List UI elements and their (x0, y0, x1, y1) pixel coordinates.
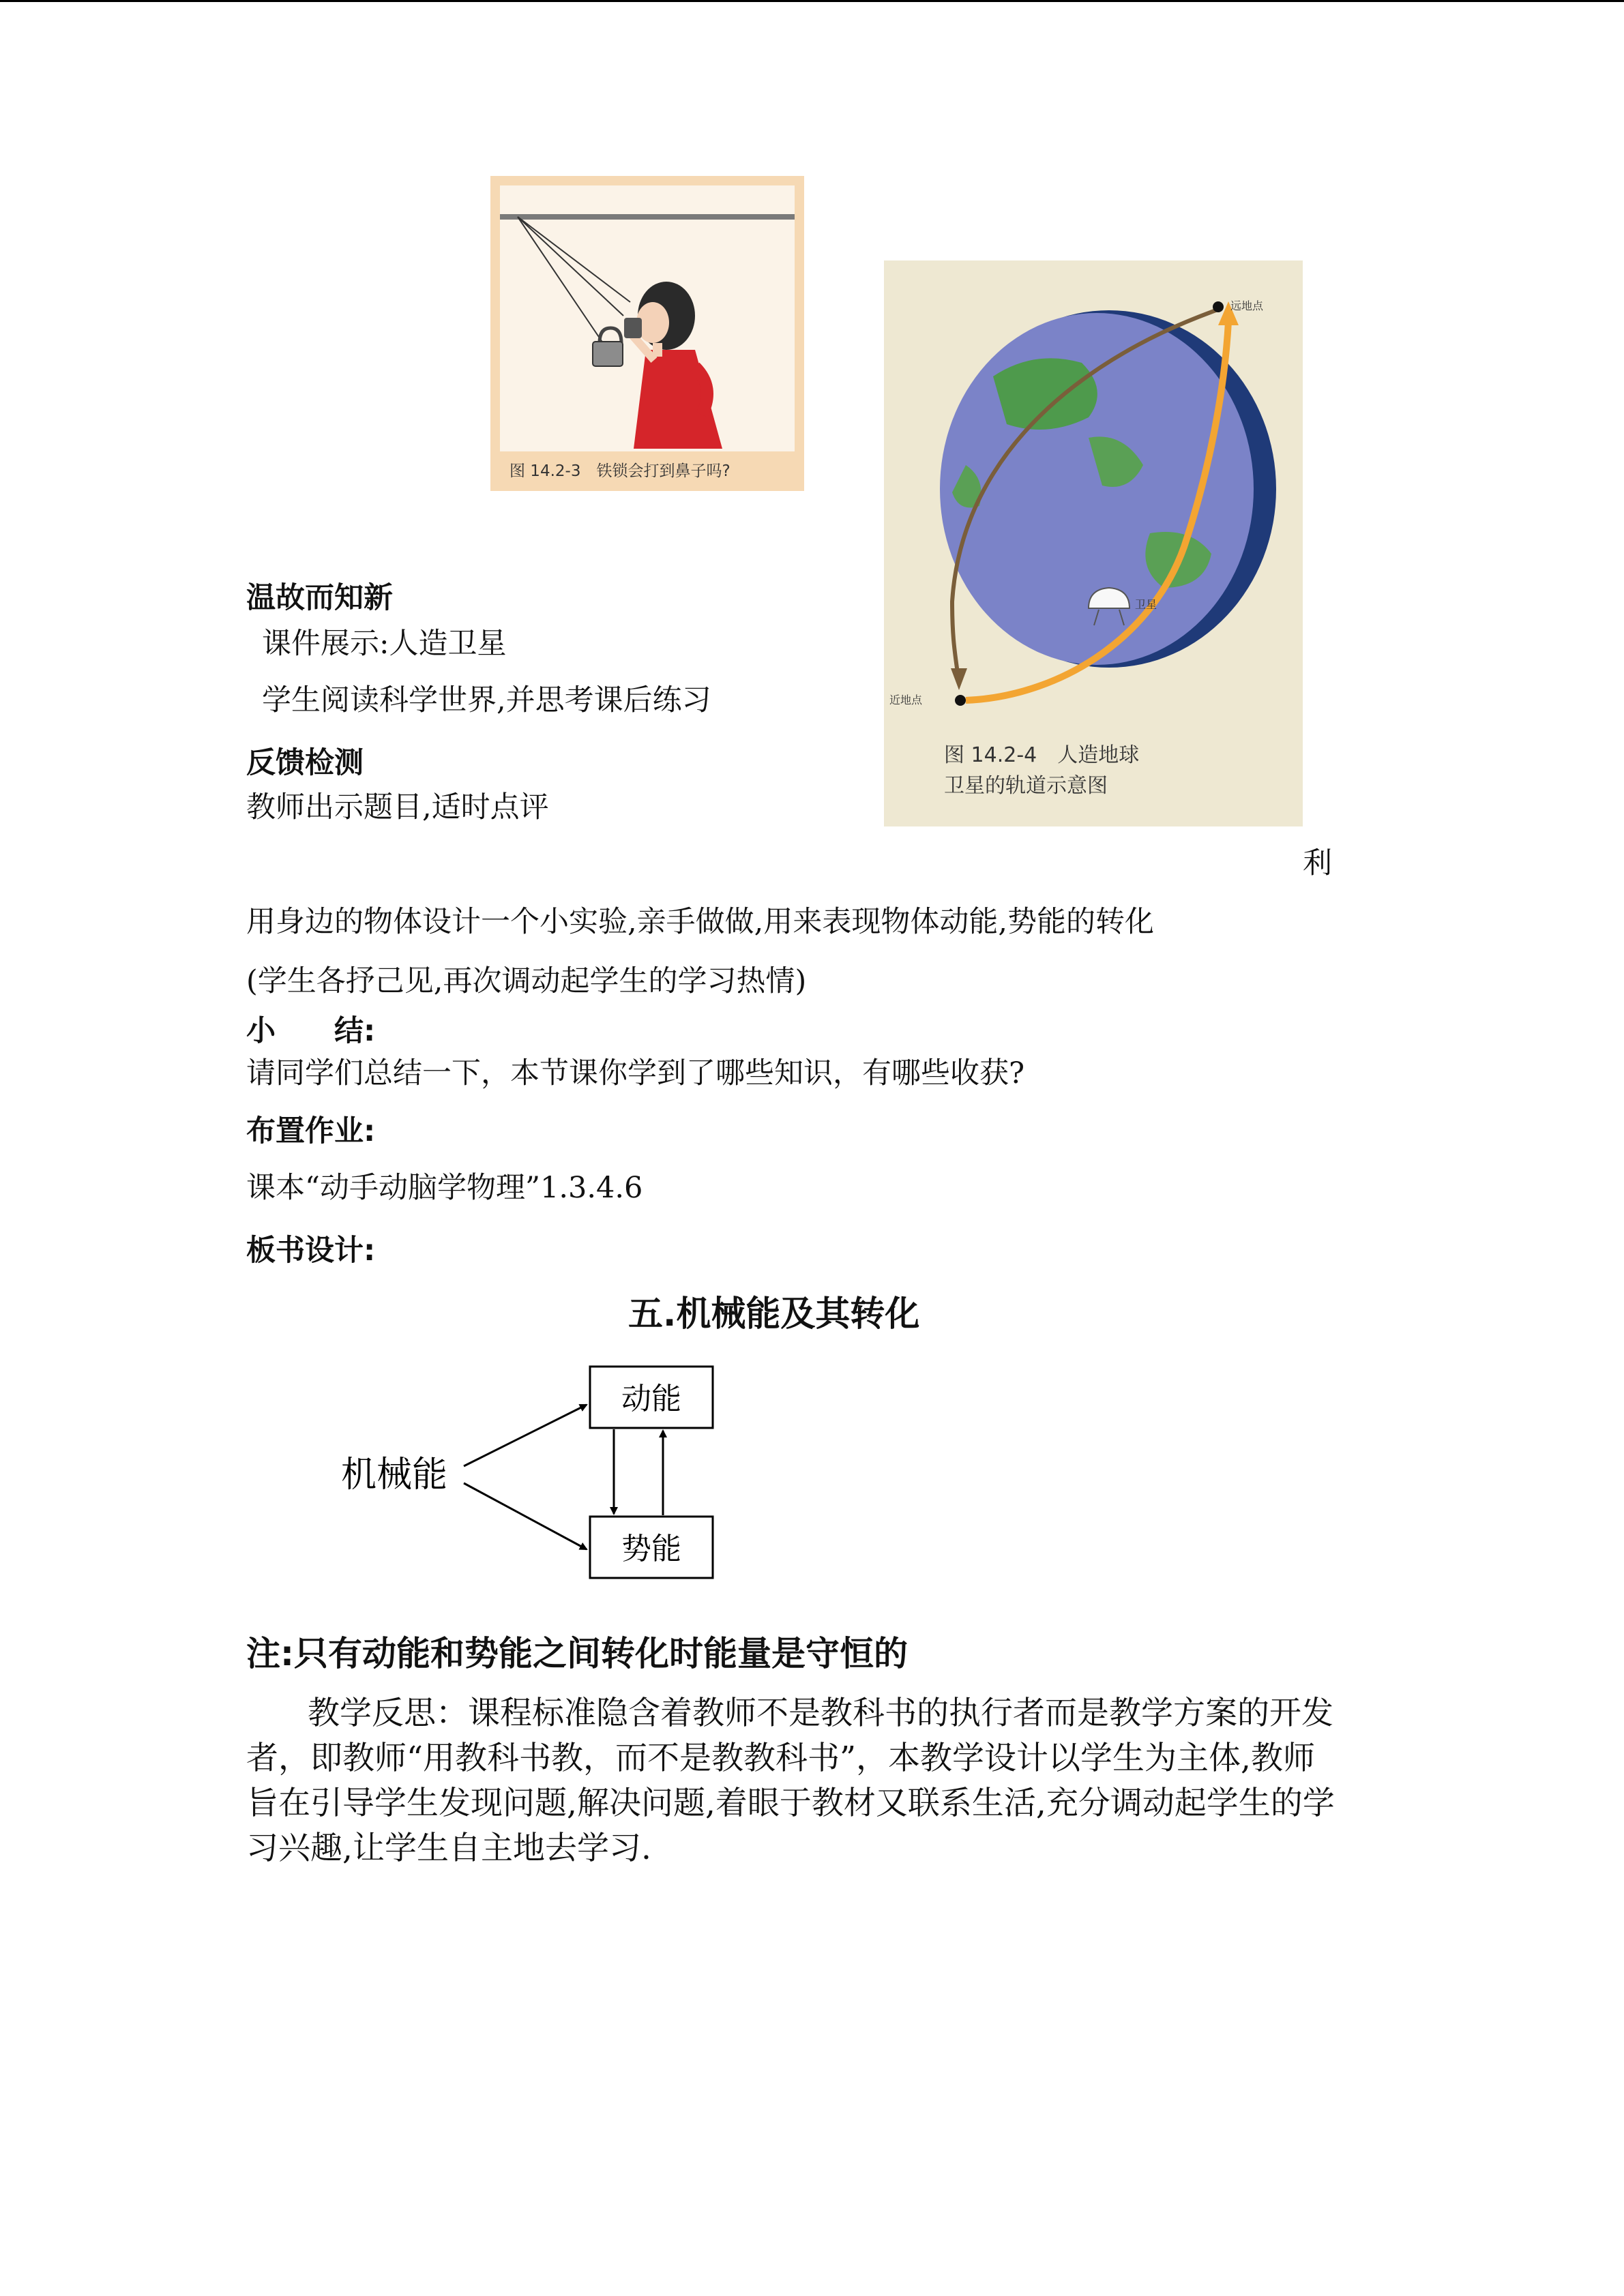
diagram-title: 五.机械能及其转化 (628, 1294, 920, 1335)
review-title: 温故而知新 (246, 581, 393, 615)
kinetic-energy-label: 动能 (621, 1382, 681, 1416)
page-top-border (0, 0, 1624, 2)
earth-globe (940, 313, 1254, 665)
teaching-reflection (246, 1691, 1335, 1871)
satellite-label: 卫星 (1135, 598, 1157, 611)
summary-line: 请同学们总结一下，本节课你学到了哪些知识，有哪些收获? (246, 1056, 1025, 1090)
reflection-line-3: 旨在引导学生发现问题,解决问题,着眼于教材又联系生活,充分调动起学生的学 (246, 1785, 1335, 1822)
review-line-1: 课件展示:人造卫星 (262, 627, 507, 661)
students-line: (学生各抒己见,再次调动起学生的学习热情) (246, 964, 807, 998)
reflection-line-4: 习兴趣,让学生自主地去学习. (246, 1830, 651, 1867)
arrow-to-kinetic (464, 1405, 587, 1466)
energy-diagram (327, 1357, 737, 1589)
li-character: 利 (1303, 846, 1332, 880)
feedback-title: 反馈检测 (246, 746, 364, 780)
summary-title: 小 结: (246, 1014, 376, 1048)
experiment-line: 用身边的物体设计一个小实验,亲手做做,用来表现物体动能,势能的转化 (246, 905, 1155, 939)
satellite-caption-line2: 卫星的轨道示意图 (944, 774, 1108, 798)
satellite-caption-line1: 图 14.2-4 人造地球 (944, 743, 1140, 767)
conservation-note: 注:只有动能和势能之间转化时能量是守恒的 (246, 1634, 908, 1673)
review-line-2: 学生阅读科学世界,并思考课后练习 (262, 683, 711, 717)
feedback-line: 教师出示题目,适时点评 (246, 790, 549, 824)
mechanical-energy-label: 机械能 (341, 1455, 448, 1495)
lock-figure (490, 176, 804, 491)
homework-title: 布置作业: (246, 1114, 376, 1148)
homework-line: 课本“动手动脑学物理”1.3.4.6 (246, 1171, 643, 1205)
far-point-label: 远地点 (1230, 299, 1264, 312)
reflection-line-2: 者，即教师“用教科书教，而不是教教科书”，本教学设计以学生为主体,教师 (246, 1740, 1315, 1777)
ceiling-bar (500, 214, 795, 220)
potential-energy-label: 势能 (621, 1532, 681, 1566)
near-point-label: 近地点 (889, 694, 923, 706)
reflection-line-1: 教学反思：课程标准隐含着教师不是教科书的执行者而是教学方案的开发 (308, 1695, 1333, 1732)
board-design-title: 板书设计: (246, 1234, 376, 1268)
satellite-figure (884, 260, 1303, 826)
arrow-to-potential (464, 1483, 587, 1549)
lock-figure-caption: 图 14.2-3 铁锁会打到鼻子吗? (510, 462, 730, 480)
